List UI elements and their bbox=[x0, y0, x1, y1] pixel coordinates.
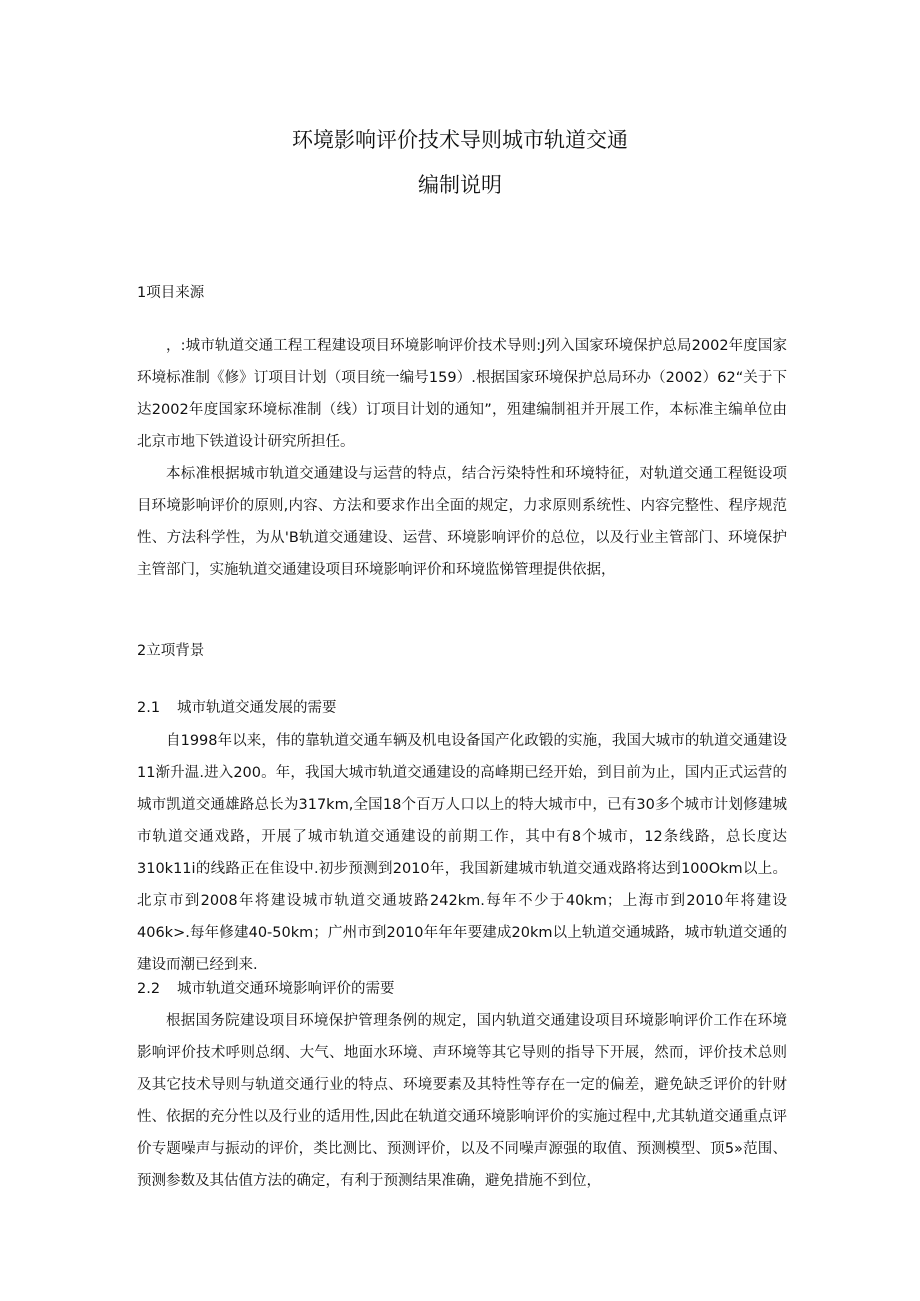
section-1-paragraph-1: ，:城市轨道交通工程工程建设项目环境影响评价技术导则:J列入国家环境保护总局2002年度国家环境标准制《修》订项目计划（项目统一编号159）.根据国家环境保护总局环办（2002）62“关于下达2002年度国家环境标准制（线）订项目计划的通知”，殂建编制祖并开展工作，本标准主编单位由北京市地下铁道设计研究所担任。 bbox=[137, 338, 787, 450]
section-2-1-title: 城市轨道交通发展的需要 bbox=[177, 700, 337, 716]
section-2-1-heading bbox=[137, 698, 337, 718]
document-subtitle: 编制说明 bbox=[418, 173, 502, 197]
section-2-2-number: 2.2 bbox=[137, 981, 161, 997]
document-title: 环境影响评价技术导则城市轨道交通 bbox=[292, 128, 628, 152]
section-1-heading: 1项目来源 bbox=[137, 285, 205, 301]
section-2-1-number: 2.1 bbox=[137, 700, 161, 716]
section-2-1-paragraph: 自1998年以来，伟的靠轨道交通车辆及机电设备国产化政锻的实施，我国大城市的轨道交通建设11渐升温.进入200。年，我国大城市轨道交通建设的高峰期已经开始，到目前为止，国内正式运营的城市凯道交通雄路总长为317km,全国18个百万人口以上的特大城市中，已有30多个城市计划修建城市轨道交通戏路，开展了城市轨道交通建设的前期工作，其中有8个城市，12条线路，总长度达310k11i的线路正在隹设中.初步预测到2010年，我国新建城市轨道交通戏路将达到100Okm以上。北京市到2008年将建设城市轨道交通坡路242km.每年不少于40km；上海市到2010年将建设406k>.每年修建40-50km；广州市到2010年年年要建成20km以上轨道交通城路，城市轨道交通的建设而潮已经到来. bbox=[137, 733, 787, 973]
section-2-2-paragraph: 根据国务院建设项目环境保护管理条例的规定，国内轨道交通建设项目环境影响评价工作在环境影响评价技术呼则总纲、大气、地面水环境、声环境等其它导则的指导下开展，然而，评价技术总则及其它技术导则与轨道交通行业的特点、环境要素及其特性等存在一定的偏差，避免缺乏评价的针财性、依据的充分性以及行业的适用性,因此在轨道交通环境影响评价的实施过程中,尤其轨道交通重点评价专题噪声与振动的评价，类比测比、预测评价，以及不同噪声源强的取值、预测模型、顶5»范围、预测参数及其估值方法的确定，有利于预测结果准确，避免措施不到位， bbox=[137, 1013, 787, 1189]
section-2-2-title: 城市轨道交通环境影响评价的需要 bbox=[177, 981, 395, 997]
section-2-heading: 2立项背景 bbox=[137, 643, 205, 659]
section-1-paragraph-2: 本标准根据城市轨道交通建设与运营的特点，结合污染特性和环境特征，对轨道交通工程铤设项目环境影响评价的原则,内容、方法和要求作出全面的规定，力求原则系统性、内容完整性、程序规范性、方法科学性，为从'B轨道交通建设、运营、环境影响评价的总位，以及行业主管部门、环境保护主管部门，实施轨道交通建设项目环境影响评价和环境监悌管理提供依据， bbox=[137, 466, 787, 578]
section-2-2-heading bbox=[137, 979, 395, 999]
